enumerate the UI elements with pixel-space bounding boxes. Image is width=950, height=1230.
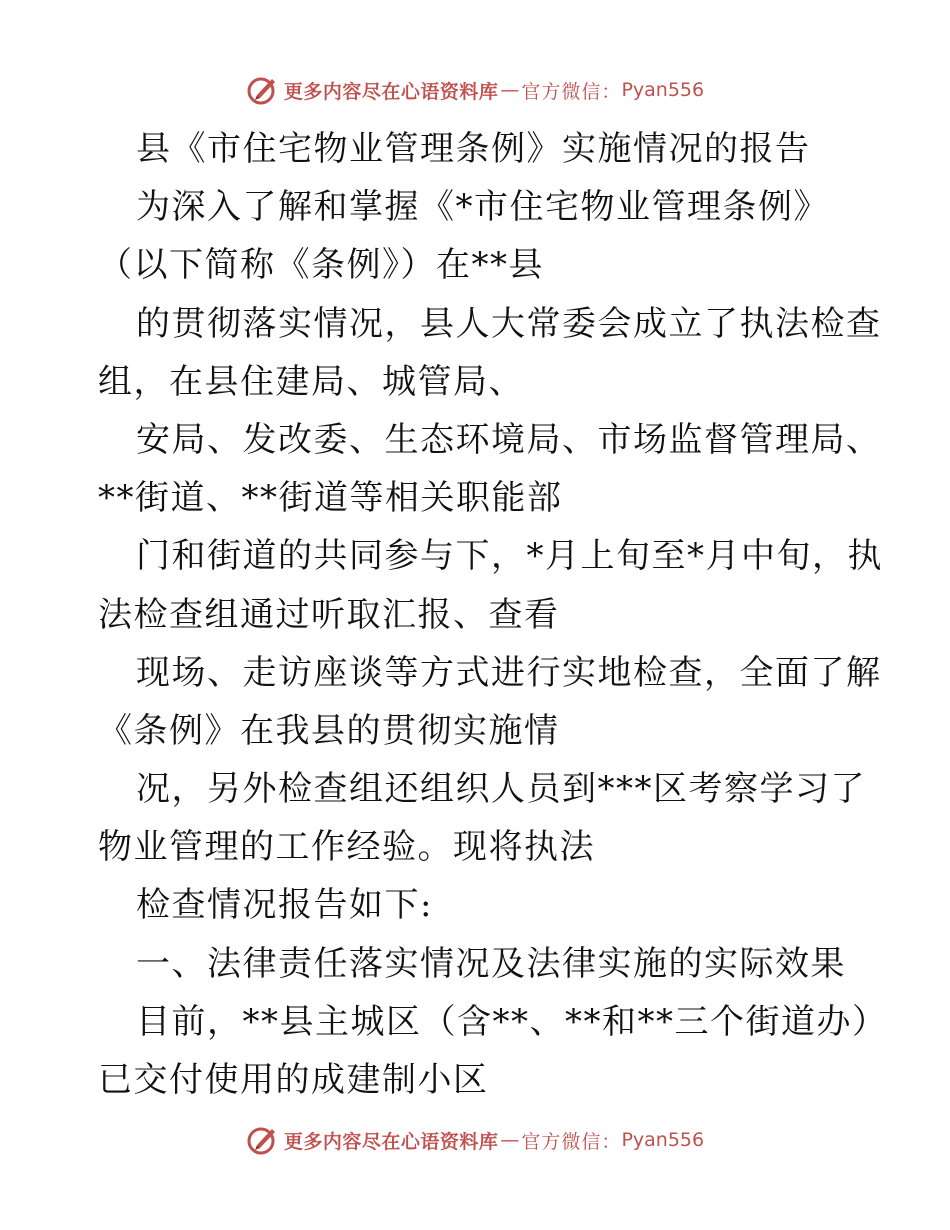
paragraph-line: 组，在县住建局、城管局、 bbox=[98, 361, 524, 402]
document-body bbox=[98, 120, 888, 1109]
document-title: 县《市住宅物业管理条例》实施情况的报告 bbox=[136, 129, 811, 169]
paragraph-line: 门和街道的共同参与下，*月上旬至*月中旬，执 bbox=[136, 536, 883, 577]
paragraph-line: 安局、发改委、生态环境局、市场监督管理局、 bbox=[136, 419, 882, 460]
paragraph-line: （以下简称《条例》）在**县 bbox=[98, 245, 544, 286]
paragraph-line: 现场、走访座谈等方式进行实地检查，全面了解 bbox=[136, 652, 882, 693]
watermark-separator: — bbox=[500, 1129, 520, 1151]
paragraph-line: 《条例》在我县的贯彻实施情 bbox=[98, 710, 560, 751]
footer-watermark bbox=[0, 1120, 950, 1160]
paragraph-line: 为深入了解和掌握《*市住宅物业管理条例》 bbox=[136, 187, 829, 228]
paragraph-line: 目前，**县主城区（含**、**和**三个街道办） bbox=[136, 1001, 888, 1042]
watermark-brand: 更多内容尽在心语资料库 bbox=[283, 1130, 499, 1153]
paragraph-line: 法检查组通过听取汇报、查看 bbox=[98, 594, 560, 635]
watermark-separator: — bbox=[500, 79, 520, 101]
quill-pen-circle-icon bbox=[246, 73, 280, 107]
watermark-account: Pyan556 bbox=[621, 79, 705, 101]
section-heading: 一、法律责任落实情况及法律实施的实际效果 bbox=[136, 943, 846, 984]
watermark-account: Pyan556 bbox=[621, 1129, 705, 1151]
paragraph-line: 检查情况报告如下: bbox=[136, 885, 433, 926]
paragraph-line: 况，另外检查组还组织人员到***区考察学习了 bbox=[136, 769, 866, 810]
paragraph-line: **街道、**街道等相关职能部 bbox=[98, 478, 563, 519]
watermark-official-label: 官方微信： bbox=[521, 1130, 622, 1153]
watermark-official-label: 官方微信： bbox=[521, 80, 622, 103]
paragraph-line: 的贯彻落实情况，县人大常委会成立了执法检查 bbox=[136, 303, 882, 344]
quill-pen-circle-icon bbox=[246, 1123, 280, 1157]
watermark-brand: 更多内容尽在心语资料库 bbox=[283, 80, 499, 103]
paragraph-line: 已交付使用的成建制小区 bbox=[98, 1060, 489, 1100]
paragraph-line: 物业管理的工作经验。现将执法 bbox=[98, 827, 595, 868]
header-watermark bbox=[0, 70, 950, 110]
